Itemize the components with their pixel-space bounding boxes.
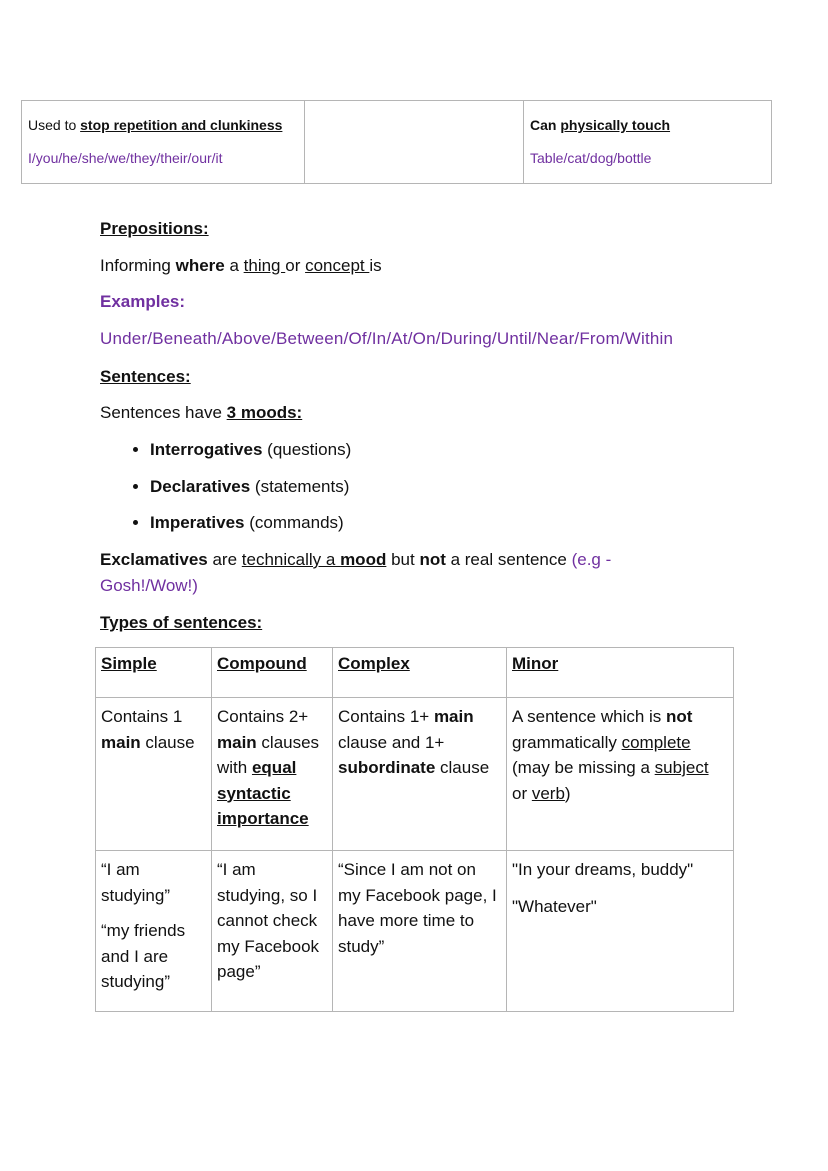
text: main [217,732,257,752]
exclamatives-examples: Gosh!/Wow!) [100,576,198,595]
text: technically a [241,550,341,569]
text: with [217,758,252,777]
text: a real sentence [445,550,572,569]
def-compound [212,698,333,851]
mood-item [150,510,351,547]
text: where [175,256,225,275]
text: A sentence which is [512,707,667,726]
types-heading: Types of sentences: [100,613,263,632]
sentence-types-table [95,647,734,1012]
text: 3 moods: [226,403,303,422]
def-simple [96,698,212,851]
mood-name: Declaratives [150,476,251,496]
prepositions-heading: Prepositions: [100,219,209,238]
pronoun-examples: I/you/he/she/we/they/their/our/it [28,150,223,166]
text: equal [251,758,297,777]
examples-label: Examples: [100,292,186,311]
text: (e.g - [571,550,612,569]
text: (may be missing a [512,758,655,777]
text: Contains 1 [101,707,183,726]
text: are [207,550,242,569]
example-text: "In your dreams, buddy" [512,860,694,879]
text: Contains 2+ [217,707,309,726]
text: Can [530,117,561,133]
example-text: “I am studying” [101,860,170,905]
text: grammatically [512,732,622,752]
mood-desc: (statements) [250,476,350,496]
mood-name: Imperatives [150,513,245,532]
def-complex [333,698,507,851]
mood-item [150,437,351,474]
text: importance [217,809,309,828]
text: Contains 1+ [338,707,434,726]
text: Sentences have [100,403,227,422]
text: syntactic [217,783,291,803]
moods-intro [100,400,302,426]
text-emph: physically touch [560,117,671,133]
def-minor [507,698,734,851]
mood-item [150,474,351,511]
header-minor: Minor [507,648,734,698]
header-complex: Complex [333,648,507,698]
pronoun-noun-table [21,100,772,184]
noun-usage [530,109,765,142]
text: concept [305,256,370,275]
example-text: “my friends and I are studying” [101,921,186,991]
text: thing [243,256,286,275]
empty-cell [305,101,524,184]
text: Exclamatives [100,550,208,569]
sentences-heading: Sentences: [100,367,191,386]
example-complex: “Since I am not on my Facebook page, I have more time to study” [333,851,507,1012]
example-text: "Whatever" [512,896,597,916]
pronouns-cell [22,101,305,184]
text: a [224,256,244,275]
text: clause [435,758,490,777]
text: complete [621,732,691,752]
text: not [419,550,446,569]
text: verb [531,783,565,803]
text: main [433,707,474,726]
mood-desc: (questions) [262,440,352,459]
text: Used to [28,117,81,133]
text: subject [654,758,709,777]
header-simple: Simple [96,648,212,698]
example-minor [507,851,734,1012]
text: main [101,732,141,752]
text: or [512,783,532,803]
text-emph: stop repetition and clunkiness [80,117,283,133]
text: mood [340,550,387,569]
noun-examples: Table/cat/dog/bottle [530,150,652,166]
mood-name: Interrogatives [150,440,263,459]
text: but [386,550,420,569]
text: clauses [256,732,320,752]
preposition-examples: Under/Beneath/Above/Between/Of/In/At/On/During/Until/Near/From/Within [100,329,674,348]
text: not [666,707,693,726]
example-compound: “I am studying, so I cannot check my Facebook page” [212,851,333,1012]
header-compound: Compound [212,648,333,698]
text: or [285,256,306,275]
text: Informing [100,256,176,275]
text: is [369,256,382,275]
example-simple [96,851,212,1012]
exclamatives-note [100,547,611,573]
text: ) [564,783,571,803]
text: subordinate [338,758,436,777]
prepositions-definition [100,253,382,279]
text: clause [140,732,195,752]
text: clause and 1+ [338,732,445,752]
moods-list [100,437,351,547]
nouns-cell [524,101,772,184]
pronouns-usage [28,109,298,142]
mood-desc: (commands) [244,513,344,532]
